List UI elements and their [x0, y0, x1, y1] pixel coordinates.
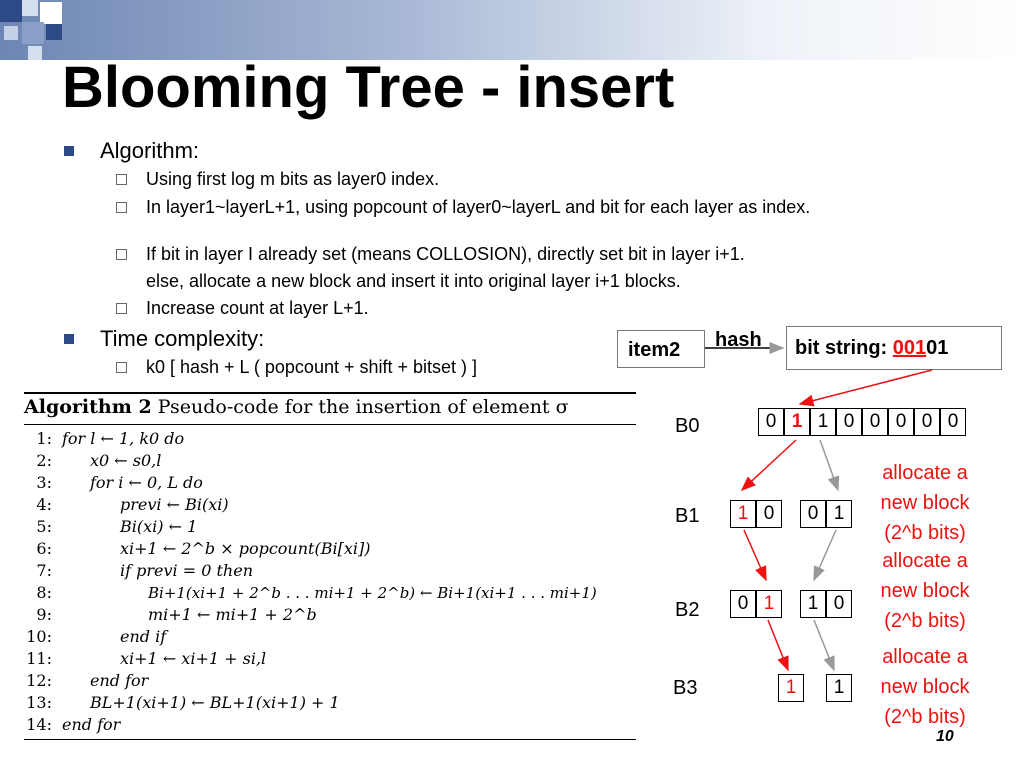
bullet-marker — [64, 146, 74, 156]
line-code: end for — [62, 715, 121, 734]
arrow-b1-to-b2-right — [814, 530, 836, 580]
code-line — [24, 604, 317, 626]
bit-cell: 1 — [826, 674, 852, 702]
bullet-marker — [64, 334, 74, 344]
sub-bullet-item: Using first log m bits as layer0 index. — [146, 169, 440, 189]
arrow-b0-to-b1-right — [820, 440, 838, 490]
code-line — [24, 670, 148, 692]
sub-bullet-continuation: else, allocate a new block and insert it into original layer i+1 blocks. — [146, 271, 681, 291]
line-code: xi+1 ← xi+1 + si,l — [120, 649, 267, 668]
arrow-b1-to-b2-left — [744, 530, 766, 580]
line-number: 13: — [26, 693, 52, 712]
bit-string-label — [795, 336, 948, 360]
header-decoration-square — [4, 26, 18, 40]
code-line — [24, 714, 120, 736]
line-code: mi+1 ← mi+1 + 2^b — [148, 605, 317, 624]
allocate-line: allocate a — [882, 646, 968, 668]
allocate-note — [860, 642, 990, 732]
line-code: end if — [120, 627, 167, 646]
sub-bullet-marker — [116, 249, 127, 260]
bit-cell: 0 — [940, 408, 966, 436]
arrow-b2-to-b3-right — [814, 620, 834, 670]
bullet-algorithm: Algorithm: — [100, 138, 200, 163]
line-number: 1: — [36, 429, 52, 448]
bullet-time-complexity: Time complexity: — [100, 326, 265, 351]
rule-top — [24, 392, 636, 394]
header-decoration-square — [0, 0, 22, 22]
sub-bullet-item: Increase count at layer L+1. — [146, 298, 369, 318]
allocate-line: new block — [880, 580, 970, 602]
line-code: for i ← 0, L do — [90, 473, 203, 492]
bit-string-highlight: 001 — [892, 337, 927, 359]
bit-cell: 1 — [778, 674, 804, 702]
layer-label-b2: B2 — [675, 599, 700, 621]
line-code: if previ = 0 then — [120, 561, 253, 580]
line-number: 3: — [36, 473, 52, 492]
arrow-b0-to-b1-left — [742, 440, 796, 490]
bit-string-box — [786, 326, 1002, 370]
line-number: 2: — [36, 451, 52, 470]
line-code: Bi+1(xi+1 + 2^b . . . mi+1 + 2^b) ← Bi+1(xi+1 . . . mi+1) — [148, 584, 597, 602]
allocate-note — [860, 458, 990, 548]
bit-cell: 1 — [810, 408, 836, 436]
bit-cell: 0 — [756, 500, 782, 528]
allocate-note — [860, 546, 990, 636]
rule-mid — [24, 424, 636, 425]
page-title: Blooming Tree - insert — [62, 55, 675, 120]
allocate-line: allocate a — [882, 550, 968, 572]
sub-bullet-marker — [116, 362, 127, 373]
line-number: 9: — [36, 605, 52, 624]
line-code: previ ← Bi(xi) — [120, 495, 229, 514]
code-line — [24, 692, 340, 714]
bit-cell: 1 — [800, 590, 826, 618]
header-decoration-square — [22, 22, 44, 44]
arrow-b2-to-b3-left — [768, 620, 788, 670]
code-line — [24, 538, 370, 560]
code-line — [24, 472, 203, 494]
rule-bottom — [24, 739, 636, 740]
line-code: Bi(xi) ← 1 — [120, 517, 198, 536]
line-number: 7: — [36, 561, 52, 580]
line-number: 5: — [36, 517, 52, 536]
page-number: 10 — [936, 728, 954, 745]
line-number: 4: — [36, 495, 52, 514]
line-number: 12: — [26, 671, 52, 690]
line-number: 6: — [36, 539, 52, 558]
code-line — [24, 648, 266, 670]
code-line — [24, 516, 197, 538]
line-code: xi+1 ← 2^b × popcount(Bi[xi]) — [120, 539, 371, 558]
allocate-line: new block — [880, 676, 970, 698]
sub-bullet-marker — [116, 174, 127, 185]
sub-bullet-item: k0 [ hash + L ( popcount + shift + bitset ) ] — [146, 357, 478, 377]
line-number: 14: — [26, 715, 52, 734]
algorithm-panel — [24, 392, 636, 742]
arrow-bitstring-to-b0 — [800, 370, 932, 404]
algorithm-title-text: Pseudo-code for the insertion of element σ — [157, 396, 569, 418]
sub-bullet-marker — [116, 303, 127, 314]
bit-cell: 0 — [826, 590, 852, 618]
line-code: x0 ← s0,l — [90, 451, 162, 470]
allocate-line: (2^b bits) — [884, 522, 966, 544]
line-code: for l ← 1, k0 do — [62, 429, 185, 448]
allocate-line: allocate a — [882, 462, 968, 484]
line-code: BL+1(xi+1) ← BL+1(xi+1) + 1 — [90, 693, 340, 712]
bit-cell: 0 — [836, 408, 862, 436]
bit-cell: 0 — [730, 590, 756, 618]
bit-cell: 0 — [800, 500, 826, 528]
code-line — [24, 560, 253, 582]
allocate-line: (2^b bits) — [884, 610, 966, 632]
line-code: end for — [90, 671, 149, 690]
header-decoration-square — [22, 0, 38, 16]
bit-cell: 1 — [756, 590, 782, 618]
item-label: item2 — [628, 339, 681, 361]
line-number: 8: — [36, 583, 52, 602]
line-number: 11: — [26, 649, 52, 668]
code-line — [24, 626, 166, 648]
code-line — [24, 582, 597, 604]
algorithm-title — [24, 396, 569, 418]
bit-cell: 1 — [784, 408, 810, 436]
code-line — [24, 450, 161, 472]
header-gradient-bar — [0, 0, 1024, 60]
header-decoration-square — [28, 46, 42, 60]
bit-cell: 1 — [826, 500, 852, 528]
code-line — [24, 428, 184, 450]
code-line — [24, 494, 229, 516]
layer-label-b3: B3 — [673, 677, 698, 699]
header-decoration-square — [40, 2, 62, 24]
layer-label-b1: B1 — [675, 505, 700, 527]
item-box — [617, 330, 705, 368]
header-decoration-square — [46, 24, 62, 40]
algorithm-title-bold: Algorithm 2 — [24, 396, 152, 418]
bit-cell: 0 — [758, 408, 784, 436]
line-number: 10: — [26, 627, 52, 646]
allocate-line: (2^b bits) — [884, 706, 966, 728]
bit-cell: 1 — [730, 500, 756, 528]
bit-cell: 0 — [862, 408, 888, 436]
bit-cell: 0 — [914, 408, 940, 436]
sub-bullet-marker — [116, 202, 127, 213]
layer-label-b0: B0 — [675, 415, 700, 437]
sub-bullet-item: In layer1~layerL+1, using popcount of layer0~layerL and bit for each layer as index. — [146, 197, 811, 217]
bit-string-rest: 01 — [926, 337, 949, 359]
bit-string-prefix: bit string: — [795, 337, 893, 359]
hash-label: hash — [715, 329, 762, 351]
bit-cell: 0 — [888, 408, 914, 436]
sub-bullet-item: If bit in layer I already set (means COLLOSION), directly set bit in layer i+1. — [146, 244, 745, 264]
allocate-line: new block — [880, 492, 970, 514]
